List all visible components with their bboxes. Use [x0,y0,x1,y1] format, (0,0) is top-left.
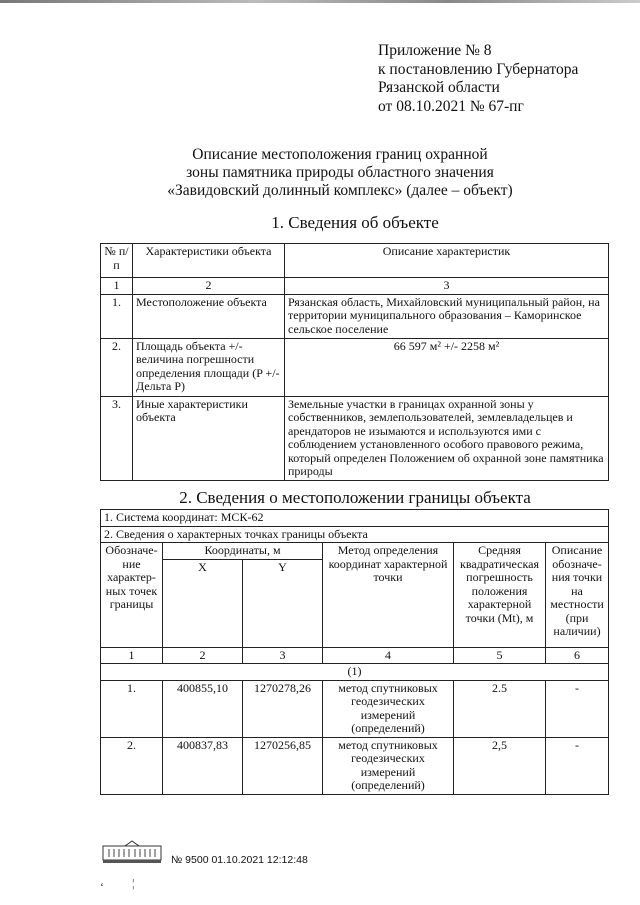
coordinate-system: 1. Система координат: МСК-62 [101,510,609,527]
appendix-date: от 08.10.2021 № 67-пг [378,97,524,115]
object-info-table [100,243,609,481]
row-num: 3. [101,396,133,480]
scan-speck: ¦ [132,876,135,890]
header-x: X [163,559,243,647]
header-y: Y [243,559,323,647]
col-num: 1 [101,278,133,295]
row-num: 2. [101,338,133,396]
header-desc: Описание характеристик [285,244,609,278]
header-accuracy: Средняя квадратическая погрешность положения характерной точки (Mt), м [454,543,546,648]
point-x: 400855,10 [163,680,243,737]
boundary-points-table [100,509,609,795]
point-method: метод спутниковых геодезических измерений (определений) [323,737,454,794]
column-number-row [101,278,609,295]
group-label: (1) [101,664,609,681]
header-designation: Обозначе-ние характер-ных точек границы [101,543,163,648]
table-row [101,737,609,794]
point-num: 2. [101,737,163,794]
header-char: Характеристики объекта [133,244,285,278]
row-char: Иные характеристики объекта [133,396,285,480]
table-header-row [101,543,609,560]
point-y: 1270278,26 [243,680,323,737]
registration-footer [101,840,401,870]
title-line: «Завидовский долинный комплекс» (далее – объект) [167,182,513,199]
header-num: № п/п [101,244,133,278]
title-line: Описание местоположения границ охранной [192,146,488,163]
row-char: Местоположение объекта [133,294,285,338]
appendix-block [378,42,578,116]
col-num: 2 [133,278,285,295]
row-desc: 66 597 м² +/- 2258 м² [285,338,609,396]
point-method: метод спутниковых геодезических измерений (определений) [323,680,454,737]
scan-speck: ‘ [100,880,104,894]
header-coords: Координаты, м [163,543,323,560]
scan-edge [0,0,640,3]
column-number-row [101,647,609,664]
title-line: зоны памятника природы областного значения [186,164,494,181]
row-desc: Земельные участки в границах охранной зоны у собственников, землепользователей, землевладельцев и арендаторов не изымаются и используются ими с соблюдением установленного особого правового режима, который определен Положением об охранной зоне памятника природы [285,396,609,480]
table-row [101,680,609,737]
col-num: 3 [285,278,609,295]
registration-stamp: № 9500 01.10.2021 12:12:48 [171,854,308,866]
points-caption: 2. Сведения о характерных точках границы объекта [101,526,609,543]
point-note: - [546,680,609,737]
table-row [101,338,609,396]
caption-row [101,526,609,543]
col-num: 6 [546,647,609,664]
point-x: 400837,83 [163,737,243,794]
group-row [101,664,609,681]
appendix-line: Рязанской области [378,79,500,96]
section1-heading: 1. Сведения об объекте [271,213,439,232]
point-accuracy: 2,5 [454,737,546,794]
col-num: 5 [454,647,546,664]
col-num: 4 [323,647,454,664]
row-num: 1. [101,294,133,338]
point-num: 1. [101,680,163,737]
table-row [101,396,609,480]
point-note: - [546,737,609,794]
row-char: Площадь объекта +/- величина погрешности определения площади (P +/- Дельта P) [133,338,285,396]
document-title [150,146,530,200]
point-y: 1270256,85 [243,737,323,794]
header-method: Метод определения координат характерной точки [323,543,454,648]
appendix-line: Приложение № 8 [378,42,492,59]
table-row [101,294,609,338]
table-header-row [101,244,609,278]
appendix-line: к постановлению Губернатора [378,60,579,78]
header-note: Описание обозначе-ния точки на местности (при наличии) [546,543,609,648]
point-accuracy: 2.5 [454,680,546,737]
building-stamp-icon [101,840,163,864]
col-num: 3 [243,647,323,664]
col-num: 2 [163,647,243,664]
section2-heading: 2. Сведения о местоположении границы объекта [179,488,531,507]
col-num: 1 [101,647,163,664]
row-desc: Рязанская область, Михайловский муниципальный район, на территории муниципального образования – Каморинское сельское поселение [285,294,609,338]
system-row [101,510,609,527]
